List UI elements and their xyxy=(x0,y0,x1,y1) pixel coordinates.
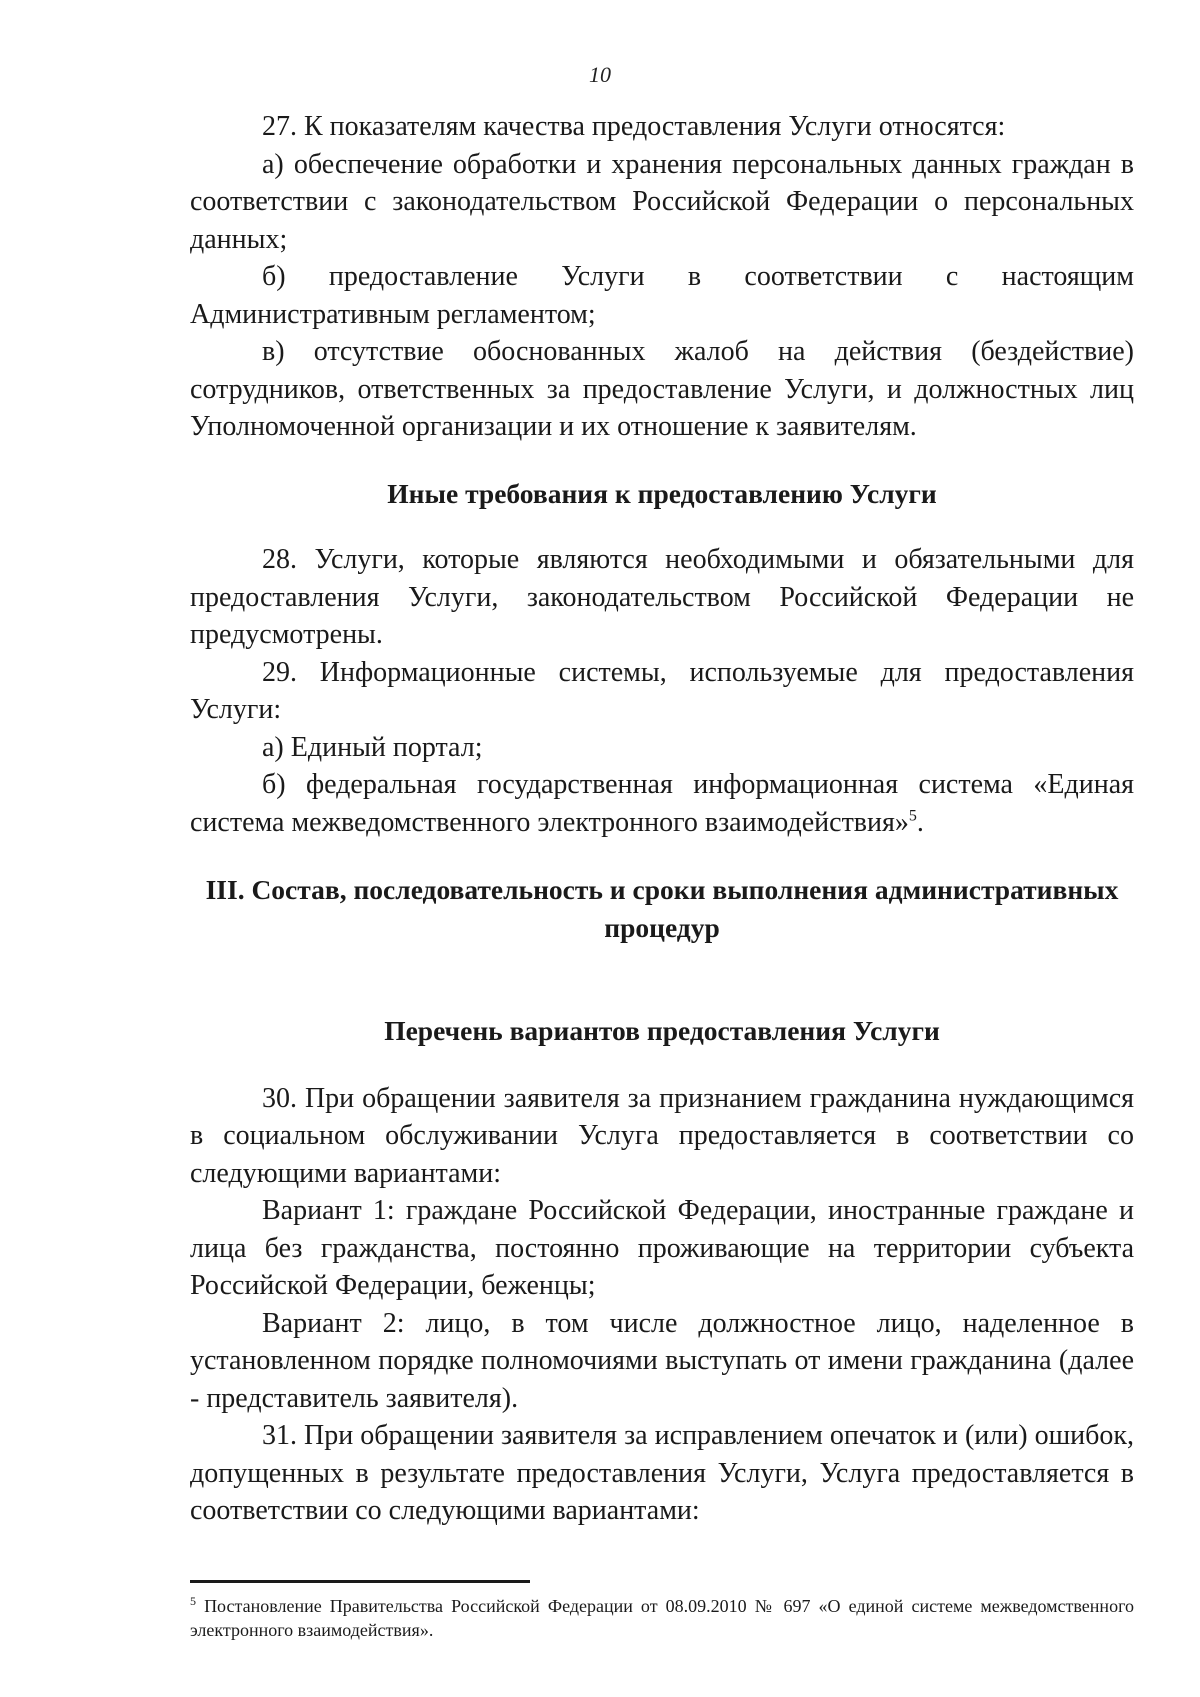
paragraph-27a: а) обеспечение обработки и хранения персональных данных граждан в соответствии с законодательством Российской Федерации о персональных данных; xyxy=(190,148,1134,255)
page-number: 10 xyxy=(589,62,611,87)
variant-2: Вариант 2: лицо, в том числе должностное лицо, наделенное в установленном порядке полномочиями выступать от имени гражданина (далее - представитель заявителя). xyxy=(190,1307,1134,1414)
footnote-reference: 5 xyxy=(908,807,917,825)
paragraph-31: 31. При обращении заявителя за исправлением опечаток и (или) ошибок, допущенных в результате предоставления Услуги, Услуга предоставляется в соответствии со следующими вариантами: xyxy=(190,1420,1134,1526)
paragraph-27: 27. К показателям качества предоставления Услуги относятся: xyxy=(262,111,1006,142)
heading-other-requirements: Иные требования к предоставлению Услуги xyxy=(387,477,937,509)
footnote-divider xyxy=(190,1580,530,1583)
footnote-text: Постановление Правительства Российской Федерации от 08.09.2010 № 697 «О единой системе межведомственного электронного взаимодействия». xyxy=(190,1596,1134,1640)
section-heading-iii: III. Состав, последовательность и сроки выполнения административных процедур xyxy=(205,874,1119,943)
paragraph-30: 30. При обращении заявителя за признанием гражданина нуждающимся в социальном обслуживании Услуга предоставляется в соответствии со следующими вариантами: xyxy=(190,1082,1134,1189)
variant-1: Вариант 1: граждане Российской Федерации, иностранные граждане и лица без гражданства, постоянно проживающие на территории субъекта Российской Федерации, беженцы; xyxy=(190,1195,1134,1301)
paragraph-27b: б) предоставление Услуги в соответствии с настоящим Административным регламентом; xyxy=(190,261,1134,330)
footnote-marker: 5 xyxy=(190,1594,196,1608)
paragraph-29: 29. Информационные системы, используемые для предоставления Услуги: xyxy=(190,656,1134,725)
paragraph-27v: в) отсутствие обоснованных жалоб на действия (бездействие) сотрудников, ответственных за предоставление Услуги, и должностных лиц Уполномоченной организации и их отношение к заявителям. xyxy=(190,336,1134,442)
paragraph-28: 28. Услуги, которые являются необходимыми и обязательными для предоставления Услуги, законодательством Российской Федерации не предусмотрены. xyxy=(190,544,1134,650)
paragraph-29b xyxy=(190,766,1134,841)
paragraph-29b-text: б) федеральная государственная информационная система «Единая система межведомственного электронного взаимодействия» xyxy=(190,769,1134,838)
paragraph-29b-end: . xyxy=(916,806,924,838)
heading-variants-list: Перечень вариантов предоставления Услуги xyxy=(384,1015,940,1046)
document-body xyxy=(190,108,1134,1530)
footnote xyxy=(190,1594,1134,1642)
paragraph-29a: а) Единый портал; xyxy=(262,731,483,763)
